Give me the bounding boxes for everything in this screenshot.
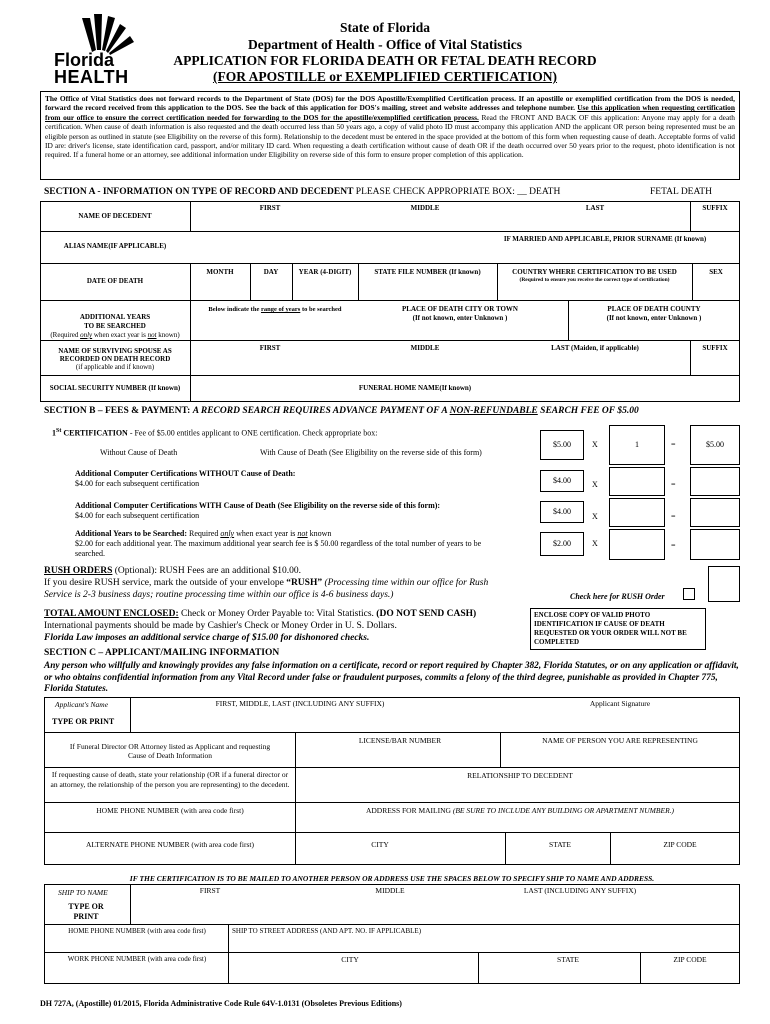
ship-note: IF THE CERTIFICATION IS TO BE MAILED TO ANOTHER PERSON OR ADDRESS USE THE SPACES BELOW TO SPECIFY SHIP TO NAME AND ADDRESS.: [129, 874, 655, 883]
alt-phone-input[interactable]: [45, 850, 294, 864]
state-file-number-input[interactable]: [359, 283, 496, 299]
address-input[interactable]: [296, 816, 739, 831]
label-spouse-last: LAST (Maiden, if applicable): [551, 344, 639, 352]
label-spouse-middle: MIDDLE: [410, 344, 440, 352]
label-ship-to-name: SHIP TO NAME: [58, 888, 108, 897]
day-input[interactable]: [251, 283, 291, 299]
label-home-phone: HOME PHONE NUMBER (with area code first): [96, 806, 244, 815]
label-spouse-first: FIRST: [259, 344, 281, 352]
ship-city-input[interactable]: [229, 966, 477, 983]
label-relationship-question: If requesting cause of death, state your relationship (OR if a funeral director or an attorney, the relationship of the person you are representing) to the decedent.: [50, 770, 290, 789]
rush-line-2: If you desire RUSH service, mark the outside of your envelope “RUSH” (Processing time within our office for Rush: [44, 578, 489, 588]
label-place-city: PLACE OF DEATH CITY OR TOWN: [402, 305, 518, 313]
label-zip: ZIP CODE: [663, 840, 697, 849]
ship-street-input[interactable]: [229, 937, 739, 951]
total-line: TOTAL AMOUNT ENCLOSED: Check or Money Order Payable to: Vital Statistics. (DO NOT SEND CASH): [44, 609, 477, 619]
section-c-title: SECTION C – APPLICANT/MAILING INFORMATION: [44, 648, 280, 658]
ship-home-phone-input[interactable]: [45, 937, 227, 951]
label-ssn: SOCIAL SECURITY NUMBER (If known): [49, 384, 181, 392]
checkbox-fetal-death[interactable]: FETAL DEATH: [650, 187, 712, 197]
label-first-middle-last: FIRST, MIDDLE, LAST (INCLUDING ANY SUFFIX): [215, 699, 385, 708]
label-additional-years-3: (Required only when exact year is not known): [50, 331, 180, 339]
label-ship-state: STATE: [557, 955, 579, 964]
decedent-last-input[interactable]: [520, 213, 685, 230]
rush-orders-line: RUSH ORDERS (Optional): RUSH Fees are an additional $10.00.: [44, 566, 302, 576]
label-applicant-signature: Applicant Signature: [589, 699, 651, 708]
record-type-check: PLEASE CHECK APPROPRIATE BOX: __ DEATH: [355, 187, 561, 197]
add-without-title: Additional Computer Certifications WITHOUT Cause of Death:: [75, 469, 296, 478]
label-additional-years-2: TO BE SEARCHED: [84, 322, 146, 330]
rush-line-3: Service is 2-3 business days; routine processing time within our office is 4-6 business days.): [44, 590, 394, 600]
label-ship-work-phone: WORK PHONE NUMBER (with area code first): [67, 955, 207, 963]
label-address: ADDRESS FOR MAILING (BE SURE TO INCLUDE ANY BUILDING OR APARTMENT NUMBER.): [365, 806, 675, 815]
label-place-county: PLACE OF DEATH COUNTY: [607, 305, 701, 313]
intro-p2: Use this application when requesting certification from our office to ensure the correct certification needed for forwarding to the DOS for the apostille/exemplified certification process.: [45, 103, 735, 122]
fee-qty-2[interactable]: [609, 467, 665, 496]
label-additional-years-1: ADDITIONAL YEARS: [79, 313, 151, 321]
rush-check-label: Check here for RUSH Order: [570, 592, 665, 601]
label-ship-first: FIRST: [199, 886, 221, 895]
header-application: APPLICATION FOR FLORIDA DEATH OR FETAL DEATH RECORD: [173, 53, 597, 68]
label-spouse-1: NAME OF SURVIVING SPOUSE AS: [58, 347, 172, 355]
place-city-input[interactable]: [358, 323, 566, 339]
decedent-middle-input[interactable]: [355, 213, 515, 230]
add-years-desc: $2.00 for each additional year. The maximum additional year search fee is $ 50.00 regardless of the total number of years to be: [75, 539, 482, 548]
label-date-of-death: DATE OF DEATH: [86, 277, 144, 285]
label-day: DAY: [263, 268, 279, 276]
fee-total-3[interactable]: [690, 498, 740, 527]
section-a-title-row: [44, 187, 560, 197]
logo-florida: Florida: [54, 50, 115, 70]
label-country: COUNTRY WHERE CERTIFICATION TO BE USED: [512, 268, 677, 276]
label-license-bar: LICENSE/BAR NUMBER: [358, 736, 442, 745]
header-state: State of Florida: [340, 20, 430, 35]
intro-box: [40, 91, 740, 180]
label-spouse-3: (if applicable and if known): [75, 363, 155, 371]
representing-input[interactable]: [501, 746, 739, 766]
label-place-city-note: (If not known, enter Unknown ): [412, 314, 508, 322]
label-year: YEAR (4-DIGIT): [298, 268, 352, 276]
label-middle: MIDDLE: [410, 204, 440, 212]
add-with-price: $4.00 for each subsequent certification: [75, 511, 200, 520]
section-a-title: SECTION A - INFORMATION ON TYPE OF RECORD AND DECEDENT: [44, 187, 354, 197]
enclose-id-box: ENCLOSE COPY OF VALID PHOTO IDENTIFICATION IF CAUSE OF DEATH REQUESTED OR YOUR ORDER WILL NOT BE COMPLETED: [530, 608, 706, 650]
label-ship-last: LAST (INCLUDING ANY SUFFIX): [523, 886, 637, 895]
label-spouse-2: RECORDED ON DEATH RECORD: [59, 355, 171, 363]
fee-qty-3[interactable]: [609, 498, 665, 527]
intro-p1: The Office of Vital Statistics does not forward records to the Department of State (DOS) for the DOS Apostille/Exemplified Certification process. If an apostille or exemplified certification from the DOS is needed, forward the record received from this application to the DOS. See the back of this application for DOS's mailing, street and website addresses and telephone number.: [45, 94, 735, 113]
label-funeral-home: FUNERAL HOME NAME(If known): [358, 384, 472, 392]
logo-health: HEALTH: [54, 67, 129, 87]
label-state: STATE: [549, 840, 571, 849]
label-alt-phone: ALTERNATE PHONE NUMBER (with area code first): [85, 840, 255, 849]
label-relationship: RELATIONSHIP TO DECEDENT: [467, 771, 573, 780]
dishonored-checks: Florida Law imposes an additional service charge of $15.00 for dishonored checks.: [44, 633, 370, 643]
label-spouse-suffix: SUFFIX: [702, 344, 728, 352]
add-without-price: $4.00 for each subsequent certification: [75, 479, 200, 488]
funeral-home-input[interactable]: [500, 377, 739, 400]
ship-zip-input[interactable]: [641, 966, 739, 983]
country-input[interactable]: [498, 286, 691, 299]
license-input[interactable]: [296, 746, 499, 766]
fee-total-4[interactable]: [690, 529, 740, 560]
label-applicant-name: Applicant's Name: [55, 700, 109, 709]
spouse-suffix-input[interactable]: [691, 355, 739, 374]
header-apostille: (FOR APOSTILLE or EXEMPLIFIED CERTIFICATION): [212, 69, 558, 84]
place-county-input[interactable]: [569, 323, 739, 339]
decedent-first-input[interactable]: [191, 213, 351, 230]
felony-warning: Any person who willfully and knowingly provides any false information on a certificate, record or report required by Chapter 382, Florida Statutes, or on any application or affidavit, or who obtains confidential information from any Vital Record under false or fraudulent purposes, commits a felony of the third degree, punishable as provided in Chapter 775, Florida Statutes.: [44, 661, 739, 694]
relationship-input[interactable]: [296, 782, 739, 801]
ship-name-input[interactable]: [131, 896, 739, 923]
rush-checkbox[interactable]: [683, 588, 695, 600]
city-input[interactable]: [296, 850, 504, 864]
applicant-signature-input[interactable]: [533, 709, 739, 731]
ssn-input[interactable]: [191, 377, 321, 400]
option-without-cause[interactable]: Without Cause of Death: [100, 448, 178, 457]
decedent-suffix-input[interactable]: [691, 213, 739, 230]
intl-payments: International payments should be made by Cashier's Check or Money Order in U. S. Dollars.: [44, 621, 397, 631]
label-ship-city: CITY: [341, 955, 359, 964]
intro-p3: Read the FRONT AND BACK OF this application: Anyone may apply for a death certification. When cause of death information is also requested and the death occurred less than 50 years ago, a copy of valid photo ID must accompany this application AND the applicant OR person being represented must be an eligible person as outlined in statute (see Eligibility on the reverse of this form). Relationship to the decedent must be entered in the space provided at the bottom of this form when requesting cause of death. Acceptable forms of valid ID are: driver's license, state identification card, passport, and/or military ID card. When requesting a death certification without cause of death OR if the death occurred over 50 years prior to the request, photo identification is not required. If a funeral home or an attorney, see additional information under Eligibility on reverse side of this form to ensure proper completion of this application.: [45, 112, 735, 160]
add-with-title: Additional Computer Certifications WITH Cause of Death (See Eligibility on the reverse side of this form):: [75, 501, 441, 510]
add-years-title: Additional Years to be Searched: Required only when exact year is not known: [75, 529, 332, 538]
add-years-desc-2: searched.: [75, 549, 105, 558]
footer-form-id: DH 727A, (Apostille) 01/2015, Florida Administrative Code Rule 64V-1.0131 (Obsoletes Previous Editions): [40, 999, 402, 1008]
label-ship-type-print: TYPE OR PRINT: [68, 902, 104, 921]
year-input[interactable]: [293, 283, 357, 299]
label-ship-middle: MIDDLE: [375, 886, 405, 895]
label-alias: ALIAS NAME(IF APPLICABLE): [63, 242, 167, 250]
section-b-title: SECTION B – FEES & PAYMENT: A RECORD SEARCH REQUIRES ADVANCE PAYMENT OF A NON-REFUNDABLE SEARCH FEE OF $5.00: [44, 406, 639, 416]
label-last: LAST: [585, 204, 605, 212]
label-place-county-note: (If not known, enter Unknown ): [606, 314, 702, 322]
ship-state-input[interactable]: [479, 966, 639, 983]
label-suffix: SUFFIX: [702, 204, 728, 212]
applicant-name-input[interactable]: [131, 709, 531, 731]
label-range-of-years: Below indicate the range of years to be searched: [208, 306, 342, 313]
label-first: FIRST: [259, 204, 281, 212]
option-with-cause[interactable]: With Cause of Death (See Eligibility on the reverse side of this form): [260, 448, 482, 457]
label-funeral-director: If Funeral Director OR Attorney listed as Applicant and requesting Cause of Death Information: [69, 742, 271, 760]
label-ship-zip: ZIP CODE: [673, 955, 707, 964]
month-input[interactable]: [191, 283, 249, 299]
sex-input[interactable]: [693, 283, 739, 299]
years-range-input[interactable]: [191, 316, 356, 339]
label-type-or-print: TYPE OR PRINT: [52, 717, 115, 726]
home-phone-input[interactable]: [45, 816, 294, 831]
ship-work-phone-input[interactable]: [45, 966, 227, 983]
label-month: MONTH: [206, 268, 234, 276]
rush-box: [708, 566, 740, 602]
alias-input[interactable]: [191, 245, 739, 262]
label-prior-surname: IF MARRIED AND APPLICABLE, PRIOR SURNAME (If known): [503, 235, 707, 243]
label-state-file-number: STATE FILE NUMBER (If known): [374, 268, 481, 276]
label-name-of-decedent: NAME OF DECEDENT: [78, 212, 152, 220]
state-input[interactable]: [506, 850, 609, 864]
zip-input[interactable]: [611, 850, 739, 864]
label-ship-home-phone: HOME PHONE NUMBER (with area code first): [68, 927, 206, 935]
label-ship-street: SHIP TO STREET ADDRESS (AND APT. NO. IF APPLICABLE): [232, 927, 422, 935]
label-city: CITY: [371, 840, 389, 849]
header-department: Department of Health - Office of Vital Statistics: [247, 37, 523, 52]
fee-qty-4[interactable]: [609, 529, 665, 560]
spouse-name-input[interactable]: [191, 355, 689, 374]
first-cert-line: 1St CERTIFICATION - Fee of $5.00 entitles applicant to ONE certification. Check appropriate box:: [52, 428, 378, 438]
label-sex: SEX: [709, 268, 723, 276]
fee-total-2[interactable]: [690, 467, 740, 496]
label-representing: NAME OF PERSON YOU ARE REPRESENTING: [542, 736, 698, 745]
label-country-note: (Required to ensure you receive the correct type of certification): [519, 277, 670, 283]
